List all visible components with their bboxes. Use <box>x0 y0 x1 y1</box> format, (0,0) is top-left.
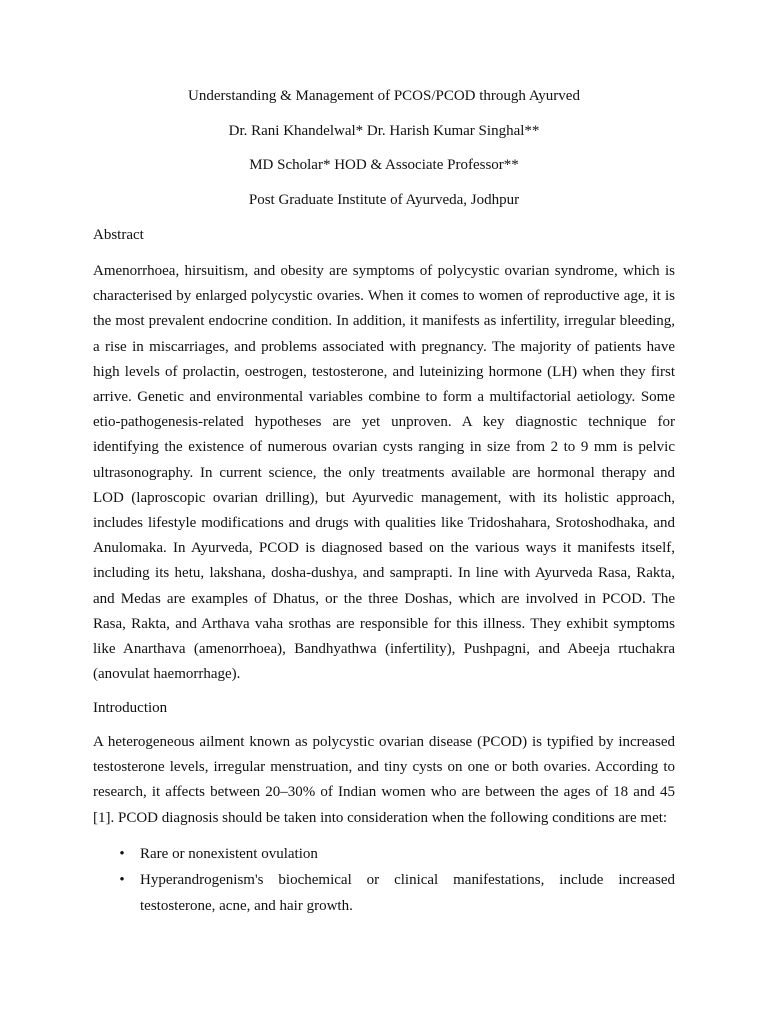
author-roles: MD Scholar* HOD & Associate Professor** <box>249 157 519 173</box>
abstract-heading: Abstract <box>93 227 144 243</box>
list-item-text: Rare or nonexistent ovulation <box>140 846 318 862</box>
author-line: Dr. Rani Khandelwal* Dr. Harish Kumar Singhal** <box>228 123 540 139</box>
paper-title: Understanding & Management of PCOS/PCOD through Ayurved <box>188 88 580 104</box>
introduction-heading: Introduction <box>93 700 168 716</box>
introduction-paragraph: A heterogeneous ailment known as polycystic ovarian disease (PCOD) is typified by increased testosterone levels, irregular menstruation, and tiny cysts on one or both ovaries. According to research, it affects between 20–30% of Indian women who are between the ages of 18 and 45 [1]. PCOD diagnosis should be taken into consideration when the following conditions are met: <box>93 734 675 826</box>
list-item-text: Hyperandrogenism's biochemical or clinical manifestations, include increased testosterone, acne, and hair growth. <box>140 872 675 914</box>
institution-line: Post Graduate Institute of Ayurveda, Jodhpur <box>248 192 520 208</box>
bullet-icon: • <box>119 846 125 862</box>
abstract-paragraph: Amenorrhoea, hirsuitism, and obesity are symptoms of polycystic ovarian syndrome, which is characterised by enlarged polycystic ovaries. When it comes to women of reproductive age, it is the most prevalent endocrine condition. In addition, it manifests as infertility, irregular bleeding, a rise in miscarriages, and problems associated with pregnancy. The majority of patients have high levels of prolactin, oestrogen, testosterone, and luteinizing hormone (LH) when they first arrive. Genetic and environmental variables combine to form a multifactorial aetiology. Some etio-pathogenesis-related hypotheses are yet unproven. A key diagnostic technique for identifying the existence of numerous ovarian cysts ranging in size from 2 to 9 mm is pelvic ultrasonography. In current science, the only treatments available are hormonal therapy and LOD (laproscopic ovarian drilling), but Ayurvedic management, with its holistic approach, includes lifestyle modifications and drugs with qualities like Tridoshahara, Srotoshodhaka, and Anulomaka. In Ayurveda, PCOD is diagnosed based on the various ways it manifests itself, including its hetu, lakshana, dosha-dushya, and samprapti. In line with Ayurveda Rasa, Rakta, and Medas are examples of Dhatus, or the three Doshas, which are involved in PCOD. The Rasa, Rakta, and Arthava vaha srothas are responsible for this illness. They exhibit symptoms like Anarthava (amenorrhoea), Bandhyathwa (infertility), Pushpagni, and Abeeja rtuchakra (anovulat haemorrhage). <box>93 263 675 683</box>
bullet-icon: • <box>119 872 125 888</box>
